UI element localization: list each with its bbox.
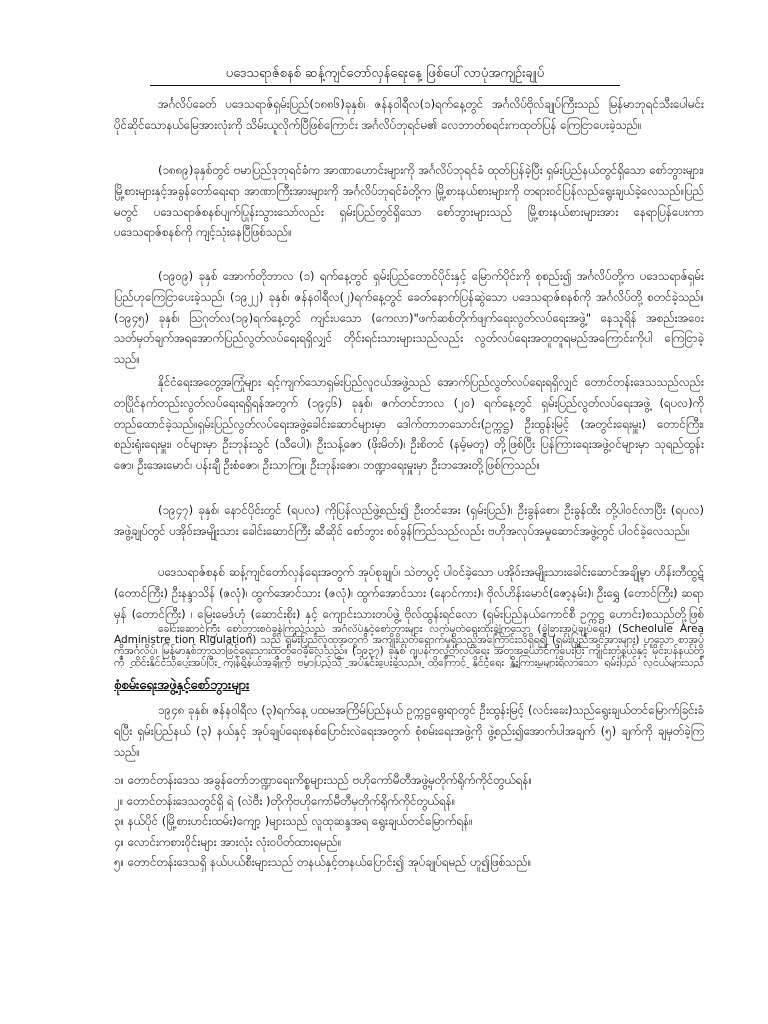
list-item: ၃။ နယ်ပိုင် (မြို့စားဟင်းထမ်း)ကျော့ )များသည် လူထုဆန္ဒအရ ရွေးချယ်တင်မြောက်ရန်။: [114, 814, 473, 828]
paragraph-6: ပဒေသရာဇ်စနစ် ဆန့်ကျင်တော်လှန်ရေးအတွက် အုပ်စုချုပ်၊ သဲတပွင့် ပါဝင်ခဲ့သော ပအိုဝ်းအမျိုးသားခေါင်းဆောင်အချို့မှာ ဟိန်းတီထွဋ် (တောင်ကြီး) ဦးနန္ဒာသိန် (ဇလုံ)၊ ထွက်အောင်သား (ဇလုံ)၊ ထွက်အောင်သား (နောင်ကား)၊ ဗိုလ်ဟိန်းမောင်(ဇော့နမ်း)၊ ဦးရွှေ (တောင်ကြီး) ဆရာမှန် (တောင်ကြီး) ၊ မြေးမေဒ်ဟုံ (ဆောင်းစိုး) နှင့် ကျောင်းသားတပ်ဖွဲ့ ဗိုလ်ထွန်းရင်လော (ရှမ်းပြည်နယ်ကောင်စီ ဥက္ကဋ္ဌ ဟောင်း)စသည်တို့ဖြစ်: [114, 565, 704, 621]
paragraph-1: အင်္ဂလိပ်ခေတ် ပဒေသရာဇ်ရှမ်းပြည်(၁၈၈၆)ခုနှစ်၊ ဇန်နဝါရီလ(၁)ရက်နေ့တွင် အင်္ဂလိပ်ဗိုလ်ချုပ်ကြီးသည် မြန်မာဘုရင်သီးပေါမင်း ပိုင်ဆိုင်သောနယ်မြေအားလုံးကို သိမ်းယူလိုက်ပြီဖြစ်ကြောင်း အင်္ဂလိပ်ဘုရင်မ၏ လေဘာတ်စရင်းကထုတ်ပြန် ကြေငြာပေးခဲ့သည်။: [114, 97, 704, 132]
paragraph-7: ခေါင်းဆောင်ကြီး စော်ဘွားစဝ်ခွန်ကြည်သည် အင်္ဂလိပ်နှင့်စော်ဘွားများ လက်မှတ်ရေးထိုးခဲ့ကြသော (ခွဲခြားအုပ်ချုပ်ရေး) (Scheolule Area Administre tion Rigulation) သည် ရှမ်းပြည်လူထုအတွက် အကျိုးယုတ်ရောက်မှုရှိသည့်အကြောင်းသိရှိရ၍ (ရှမ်းပြည်အင်အားများ) ဟူသော စာအုပ်ကိုအင်္ဂလိပ်၊ မြန်မာနှစ်ဘာသာဖြင့်ရေးသားထုတ်ဝေခဲ့လေသည်။ (၁၉၃၇) ခုနှစ် ဂျပန်ကလွတ်လပ်ရေး အတုအယောင်ကိုပေးပြီး ကျိုင်းတုံနယ်နှင့် မိုင်းပန်နယ်တို့ကို ထိုင်းနိုင်ငံသို့ပေးအပ်ပြီး ကျန်ရှိနယ်အချို့ကို ဗမာပြည်သို့ အပ်နှင်းပေးခဲ့သည်။ ထို့ကြောင့် နိုင်ငံရေး နိုးကြားမှုများရှိလာသော ရှမ်းပြည် လူငယ်များသည်: [114, 624, 704, 668]
list-item: ၁။ တောင်တန်းဒေသ အခွန်တော်ဘဏ္ဍာရေးကိစ္စများသည် ဗဟိုကော်မီတီအဖွဲ့မှတိုက်ရိုက်ကိုင်တွယ်ရန်။: [114, 773, 532, 787]
paragraph-5: (၁၉၄၇) ခုနှစ်၊ နောင်ပိုင်းတွင် (ရပလ) ကိုပြန်လည်ဖွဲ့စည်း၍ ဦးတင်အေး (ရှမ်းပြည်)၊ ဦးခွန်စော၊ ဦးခွန်ထီး တို့ပါဝင်လာပြီး (ရပလ) အဖွဲ့ချုပ်တွင် ပအိုဝ်းအမျိုးသား ခေါင်းဆောင်ကြီး ဆီဆိုင် စော်ဘွား စဝ်ခွန်ကြည်သည်လည်း ဗဟိုအလုပ်အမှုဆောင်အဖွဲ့တွင် ပါဝင်ခဲ့လေသည်။: [114, 503, 704, 538]
list-item: ၄။ လောင်းကစားဝိုင်းများ အားလုံး လုံးဝပိတ်ထားရမည်။: [114, 834, 342, 849]
paragraph-2: (၁၈၈၉)ခုနှစ်တွင် ဗမာပြည်ဒုဘုရင်ခံက အာဏာဟောင်းများကို အင်္ဂလိပ်ဘုရင်ခံ ထုတ်ပြန်ခဲ့ပြီး ရှမ်းပြည်နယ်တွင်ရှိသော စော်ဘွားများ၊ မြို့စားများနှင့်အခွန်တော်ရေးရာ အာဏာကြီးအားများကို အင်္ဂလိပ်ဘုရင်ခံတို့က မြို့စားနယ်စားများကို တရားဝင်ပြန်လည်ရွေးချယ်ခဲ့လေသည်။ပြည်မတွင် ပဒေသရာဇ်စနစ်ပျက်ပြုန်းသွားသော်လည်း ရှမ်းပြည်တွင်ရှိသော စော်ဘွားများသည် မြို့စားနယ်စားများအား နေရာပြန်ပေးကာ ပဒေသရာဇ်စနစ်ကို ကျင့်သုံးနေပြီဖြစ်သည်။: [114, 163, 704, 240]
paragraph-4: နိုင်ငံရေးအတွေ့အကြုံများ ရင့်ကျက်သောရှမ်းပြည်လူငယ်အဖွဲ့သည် အောက်ပြည်လွတ်လပ်ရေးရရှိလျှင် တောင်တန်းဒေသသည်လည်း တပြိုင်နက်တည်းလွတ်လပ်ရေးရရှိရန်အတွက် (၁၉၄၆) ခုနှစ်၊ ဇက်တင်ဘာလ (၂၀) ရက်နေ့တွင် ရှမ်းပြည်လွတ်လပ်ရေးအဖွဲ့ (ရပလ)ကိုတည်ထောင်ခဲ့သည်။ရှမ်းပြည်လွတ်လပ်ရေးအဖွဲ့ခေါင်းဆောင်များမှာ ဒေါက်တာဘသောင်း(ဥက္ကဋ္ဌ) ဦးထွန်းမြင့် (အတွင်းရေးမှူး) တောင်ကြီး၊ စည်းရုံးရေးမှူး၊ ဝင်များမှာ ဦးဘုန်းသွင် (သီပေါ)၊ ဦးသန့်ဇော (ဖိုးမိတ်)၊ ဦးစိတင် (နမ့်မတူ) တို့ဖြစ်ပြီး ပြန်ကြားရေးအဖွဲ့ဝင်များမှာ သုရည်ထွန်းဇော၊ ဦးအေးမောင်၊ ပန်းချီ ဦးစံဇော၊ ဦးသာကြူ၊ ဦးဘုန်းဇော၊ ဘဏ္ဍာရေးမှူးမှာ ဦးဘအေးတို့ဖြစ်ကြသည်။: [114, 375, 704, 473]
document-title: ပဒေသရာဇ်စနစ် ဆန့်ကျင်တော်လှန်ရေးနေ့ ဖြစ်ပေါ်လာပုံအကျဉ်းချုပ်: [150, 64, 620, 86]
list-item: ၂။ တောင်တန်းဒေသတွင်ရှိ ရဲ (လဲဗီး )တိုကိုဗဟိုကော်မီတီမှတိုက်ရိုက်ကိုင်တွယ်ရန်။: [114, 793, 456, 808]
paragraph-3: (၁၉၀၉) ခုနှစ် အောက်တိုဘာလ (၁) ရက်နေ့တွင် ရှမ်းပြည်တောင်ပိုင်းနှင့် မြောက်ပိုင်းကို စုစည်း၍ အင်္ဂလိပ်တို့က ပဒေသရာဇ်ရှမ်းပြည်ဟုကြေငြာပေးခဲ့သည်၊ (၁၉၂၂) ခုနှစ်၊ ဇန်နဝါရီလ(၂)ရက်နေ့တွင် ခေတ်နောက်ပြန်ဆွဲသော ပဒေသရာဇ်စနစ်ကို အင်္ဂလိပ်တို့ စတင်ခဲ့သည်။ (၁၉၄၅) ခုနှစ်၊ ဩဂုတ်လ(၁၉)ရက်နေ့တွင် ကျင်းပသော (ကေလာ)"ဖက်ဆစ်တိုက်ဖျက်ရေးလွတ်လပ်ရေးအဖွဲ့" နေသူရိန် အစည်းအဝေးသတ်မှတ်ချက်အရအောက်ပြည်လွတ်လပ်ရေးရရှိလျှင် တိုင်းရင်းသားများသည်လည်း လွတ်လပ်ရေးအတူတူရမည်အကြောင်းကိုပါ ကြေငြာခဲ့သည်။: [114, 269, 704, 367]
list-item: ၅။ တောင်တန်းဒေသရှိ နယ်ပယ်စီးများသည် တနယ်နှင့်တနယ်ပြောင်း၍ အုပ်ချုပ်ရမည် ဟူ၍ဖြစ်သည်။: [114, 855, 532, 869]
decision-list: [114, 770, 714, 873]
section-heading: စုံစမ်းရေးအဖွဲ့နှင့်စော်ဘွားများ: [114, 678, 250, 693]
section-paragraph: ၁၉၄၈ ခုနှစ်၊ ဇန်နဝါရီလ (၃)ရက်နေ့ ပထမအကြိမ်ပြည်နယ် ဥက္ကဋ္ဌရွေးရာတွင် ဦးထွန်းမြင့် (လင်းခေး)သည်ရွေးချယ်တင်မြောက်ခြင်းခံရပြီး ရှမ်းပြည်နယ် (၃) နယ်နှင့် အုပ်ချုပ်ရေးစနစ်ပြောင်းလဲရေးအတွက် စုံစမ်းရေးအဖွဲ့ကို ဖွဲ့စည်း၍အောက်ပါအချက် (၅) ချက်ကို ချမှတ်ခဲ့ကြသည်။: [114, 703, 704, 759]
